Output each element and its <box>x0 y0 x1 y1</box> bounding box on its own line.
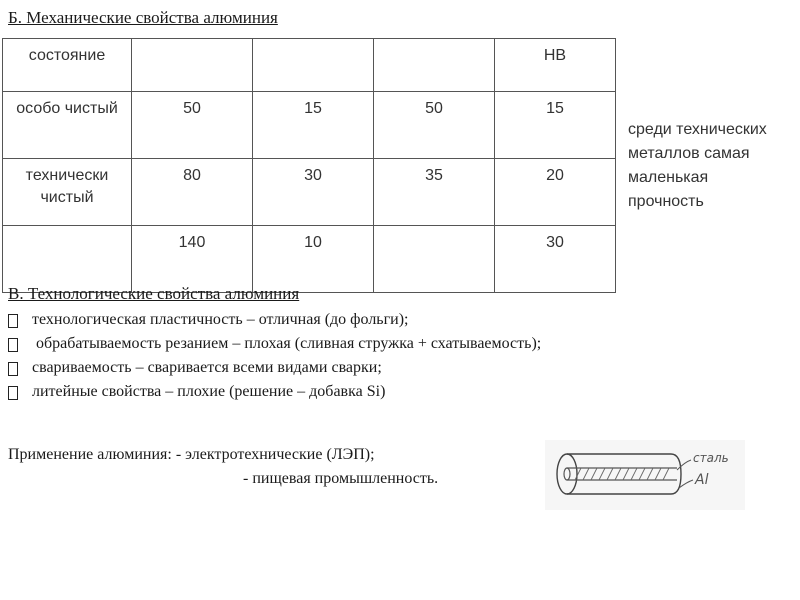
steel-label: сталь <box>693 451 729 465</box>
section-v-title: В. Технологические свойства алюминия <box>8 284 300 303</box>
bullet-box-icon <box>8 362 18 376</box>
table-cell: 35 <box>374 159 495 226</box>
table-cell: НВ <box>495 39 616 92</box>
table-cell <box>253 39 374 92</box>
list-item <box>6 332 541 356</box>
list-item-text: обрабатываемость резанием – плохая (сливная стружка + схатываемость); <box>32 335 542 352</box>
table-cell <box>374 226 495 293</box>
table-cell: технически чистый <box>3 159 132 226</box>
tech-properties-list <box>6 308 541 404</box>
table-row <box>3 226 616 293</box>
table-cell <box>3 226 132 293</box>
properties-table <box>2 38 616 293</box>
table-cell: 20 <box>495 159 616 226</box>
table-cell: 30 <box>495 226 616 293</box>
table-cell: 10 <box>253 226 374 293</box>
cable-sketch-icon <box>545 440 745 510</box>
list-item-text: свариваемость – сваривается всеми видами сварки; <box>32 359 382 376</box>
table-row <box>3 159 616 226</box>
bullet-box-icon <box>8 314 18 328</box>
bullet-box-icon <box>8 338 18 352</box>
applications-line-1: Применение алюминия: - электротехнические (ЛЭП); <box>8 446 375 463</box>
table-cell: 30 <box>253 159 374 226</box>
list-item <box>6 308 541 332</box>
table-cell <box>132 39 253 92</box>
table-cell: 80 <box>132 159 253 226</box>
table-row <box>3 39 616 92</box>
table-cell: 15 <box>495 92 616 159</box>
applications-line-2: - пищевая промышленность. <box>243 470 439 487</box>
list-item-text: литейные свойства – плохие (решение – добавка Si) <box>32 383 386 400</box>
list-item <box>6 380 541 404</box>
list-item <box>6 356 541 380</box>
table-cell: 15 <box>253 92 374 159</box>
applications-block <box>8 443 438 491</box>
table-row <box>3 92 616 159</box>
table-cell: особо чистый <box>3 92 132 159</box>
bullet-box-icon <box>8 386 18 400</box>
table-cell: 50 <box>374 92 495 159</box>
table-cell: 140 <box>132 226 253 293</box>
section-b-title: Б. Механические свойства алюминия <box>8 8 278 27</box>
list-item-text: технологическая пластичность – отличная (до фольги); <box>32 311 409 328</box>
table-cell: 50 <box>132 92 253 159</box>
al-label: Al <box>695 472 709 488</box>
table-cell <box>374 39 495 92</box>
side-note: среди технических металлов самая маленькая прочность <box>628 121 767 210</box>
table-cell: состояние <box>3 39 132 92</box>
